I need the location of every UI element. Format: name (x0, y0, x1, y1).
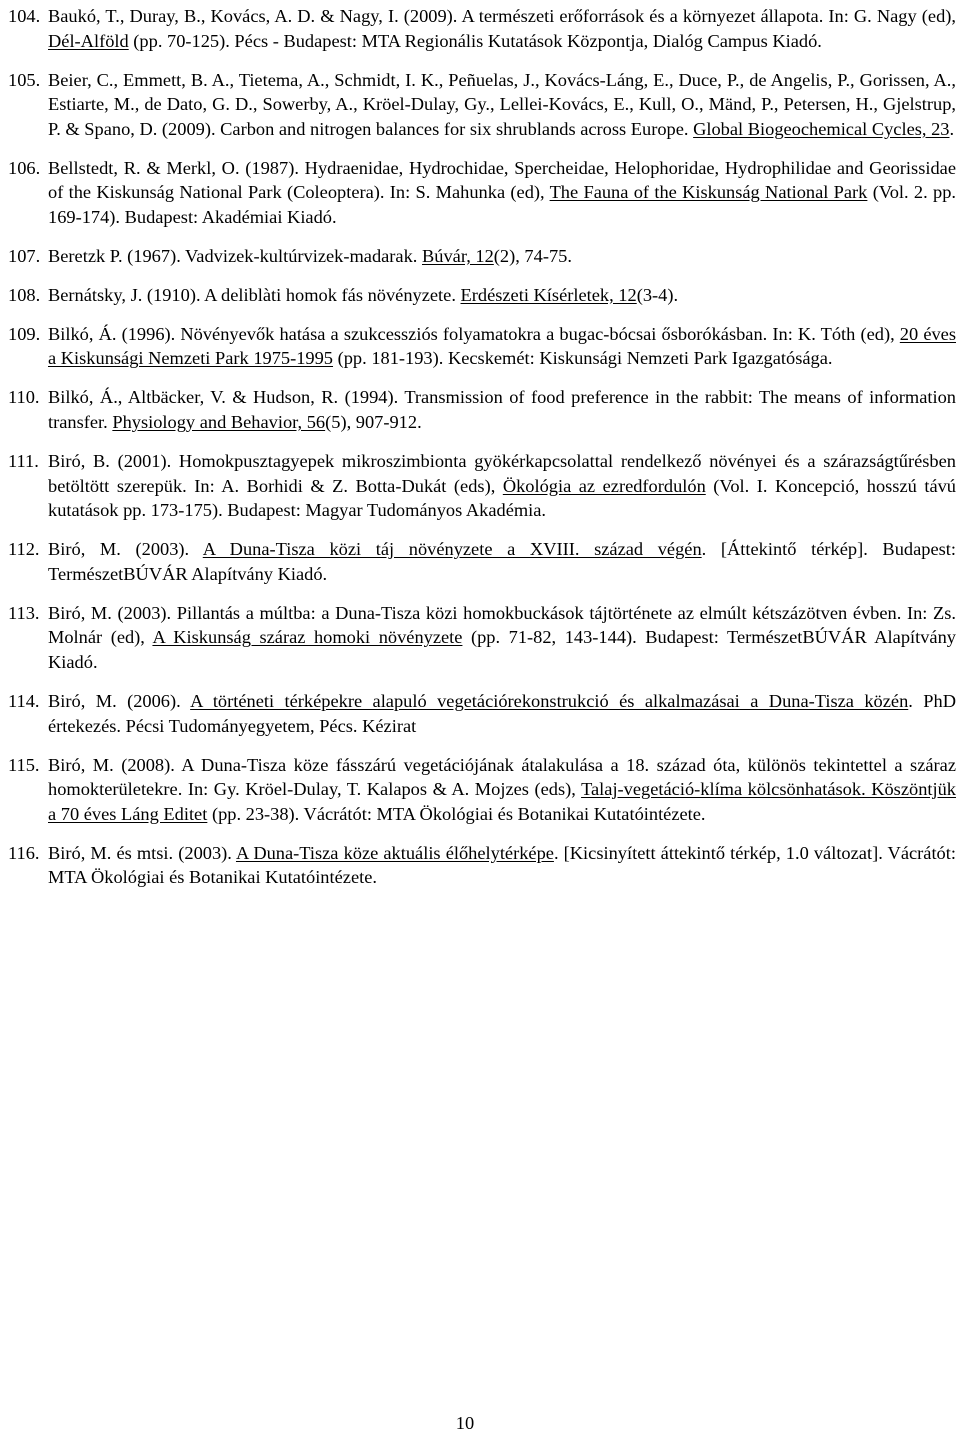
reference-text (48, 753, 956, 827)
reference-number: 106. (8, 157, 41, 178)
reference-segment: Biró, B. (2001). Homokpusztagyepek mikroszimbionta gyökérkapcsolattal rendelkező növényei és a szárazságtűrésben betöltött szerepük. In: A. Borhidi & Z. Botta-Dukát (eds), (48, 451, 956, 496)
reference-entry (8, 601, 956, 675)
reference-number: 107. (8, 245, 41, 266)
reference-segment: Beier, C., Emmett, B. A., Tietema, A., Schmidt, I. K., Peñuelas, J., Kovács-Láng, E., Duce, P., de Angelis, P., Gorissen, A., Estiarte, M., de Dato, G. D., Sowerby, A., Kröel-Dulay, Gy., Lellei-Kovács, E., Kull, O., Mänd, P., Petersen, H., Gjelstrup, P. & Spano, D. (2009). Carbon and nitrogen balances for six shrublands across Europe. (48, 69, 956, 139)
reference-number: 111. (8, 451, 39, 472)
reference-entry (8, 841, 956, 890)
reference-entry (8, 537, 956, 586)
reference-segment: (pp. 71-82, 143-144). Budapest: TermészetBÚVÁR Alapítvány Kiadó. (48, 627, 956, 672)
reference-title: A Kiskunság száraz homoki növényzete (152, 627, 463, 648)
reference-segment: (5), 907-912. (325, 412, 422, 433)
reference-text (48, 283, 956, 308)
reference-entry (8, 156, 956, 230)
reference-entry (8, 385, 956, 434)
reference-segment: Biró, M. (2008). A Duna-Tisza köze fásszárú vegetációjának átalakulása a 18. század óta, különös tekintettel a száraz homokterületekre. In: Gy. Kröel-Dulay, T. Kalapos & A. Mojzes (eds), (48, 754, 956, 800)
reference-text (48, 385, 956, 434)
reference-title: Talaj-vegetáció-klíma kölcsönhatások. Köszöntjük a 70 éves Láng Editet (48, 779, 956, 824)
reference-segment: (Vol. I. Koncepció, hosszú távú kutatások pp. 173-175). Budapest: Magyar Tudományos Akadémia. (48, 475, 956, 521)
reference-title: Erdészeti Kísérletek, 12 (460, 284, 637, 305)
reference-number: 116. (8, 842, 40, 863)
reference-title: Global Biogeochemical Cycles, 23 (693, 118, 950, 139)
reference-text (48, 156, 956, 230)
reference-segment: Bilkó, Á. (1996). Növényevők hatása a szukcessziós folyamatokra a bugac-bócsai ősborókásban. In: K. Tóth (ed), (48, 323, 900, 344)
reference-entry (8, 449, 956, 523)
reference-segment: Biró, M. (2003). (48, 539, 203, 560)
reference-entry (8, 4, 956, 53)
reference-text (48, 322, 956, 371)
reference-entry (8, 753, 956, 827)
reference-title: Búvár, 12 (422, 245, 494, 266)
reference-segment: Biró, M. (2003). Pillantás a múltba: a Duna-Tisza közi homokbuckások tájtörténete az elmúlt kétszázötven évben. In: Zs. Molnár (ed), (48, 602, 956, 648)
reference-text (48, 244, 956, 269)
reference-segment: Bilkó, Á., Altbäcker, V. & Hudson, R. (1994). Transmission of food preference in the rabbit: The means of information transfer. (48, 387, 956, 433)
reference-number: 115. (8, 754, 40, 775)
reference-segment: . [Áttekintő térkép]. Budapest: TermészetBÚVÁR Alapítvány Kiadó. (48, 539, 956, 584)
reference-entry (8, 244, 956, 269)
reference-segment: (Vol. 2. pp. 169-174). Budapest: Akadémiai Kiadó. (48, 182, 957, 227)
reference-segment: . [Kicsinyített áttekintő térkép, 1.0 változat]. Vácrátót: MTA Ökológiai és Botanikai Kutatóintézete. (48, 842, 956, 888)
reference-segment: Biró, M. és mtsi. (2003). (48, 842, 236, 863)
reference-segment: Bernátsky, J. (1910). A deliblàti homok fás növényzete. (48, 284, 461, 305)
reference-title: Physiology and Behavior, 56 (112, 412, 326, 433)
reference-list (8, 4, 956, 904)
reference-text (48, 689, 956, 738)
reference-number: 114. (8, 690, 40, 711)
reference-entry (8, 68, 956, 142)
reference-text (48, 449, 956, 523)
reference-entry (8, 322, 956, 371)
reference-number: 105. (8, 69, 41, 90)
reference-title: 20 éves a Kiskunsági Nemzeti Park 1975-1995 (48, 323, 956, 369)
reference-segment: . PhD értekezés. Pécsi Tudományegyetem, Pécs. Kézirat (48, 690, 956, 736)
reference-segment: (2), 74-75. (493, 245, 572, 266)
reference-number: 108. (8, 284, 41, 305)
reference-title: Ökológia az ezredfordulón (502, 475, 706, 496)
reference-segment: Biró, M. (2006). (48, 690, 191, 711)
reference-number: 112. (8, 539, 40, 560)
reference-text (48, 537, 956, 586)
reference-text (48, 841, 956, 890)
reference-segment: (3-4). (636, 284, 679, 305)
reference-title: Dél-Alföld (48, 30, 129, 51)
page-number: 10 (455, 1413, 475, 1433)
reference-segment: (pp. 181-193). Kecskemét: Kiskunsági Nemzeti Park Igazgatósága. (333, 348, 833, 369)
reference-entry (8, 283, 956, 308)
reference-title: A Duna-Tisza köze aktuális élőhelytérképe (235, 842, 554, 863)
reference-segment: Baukó, T., Duray, B., Kovács, A. D. & Nagy, I. (2009). A természeti erőforrások és a környezet állapota. In: G. Nagy (ed), (48, 6, 956, 26)
reference-title: The Fauna of the Kiskunság National Park (549, 182, 868, 203)
reference-segment: Bellstedt, R. & Merkl, O. (1987). Hydraenidae, Hydrochidae, Spercheidae, Helophoridae, Hydrophilidae and Georissidae of the Kiskunság National Park (Coleoptera). In: S. Mahunka (ed), (48, 157, 956, 203)
reference-title: A Duna-Tisza közi táj növényzete a XVIII. század végén (202, 539, 702, 560)
reference-segment: (pp. 70-125). Pécs - Budapest: MTA Regionális Kutatások Központja, Dialóg Campus Kiadó. (128, 30, 822, 51)
reference-text (48, 601, 956, 675)
reference-text (48, 68, 956, 142)
reference-number: 109. (8, 323, 41, 344)
reference-number: 113. (8, 602, 40, 623)
reference-entry (8, 689, 956, 738)
reference-segment: (pp. 23-38). Vácrátót: MTA Ökológiai és Botanikai Kutatóintézete. (207, 803, 706, 824)
reference-text (48, 4, 956, 53)
reference-number: 104. (8, 6, 41, 26)
reference-segment: . (949, 118, 955, 139)
reference-segment: Beretzk P. (1967). Vadvizek-kultúrvizek-madarak. (48, 245, 422, 266)
reference-number: 110. (8, 387, 40, 408)
reference-title: A történeti térképekre alapuló vegetációrekonstrukció és alkalmazásai a Duna-Tisza közén (190, 690, 909, 711)
